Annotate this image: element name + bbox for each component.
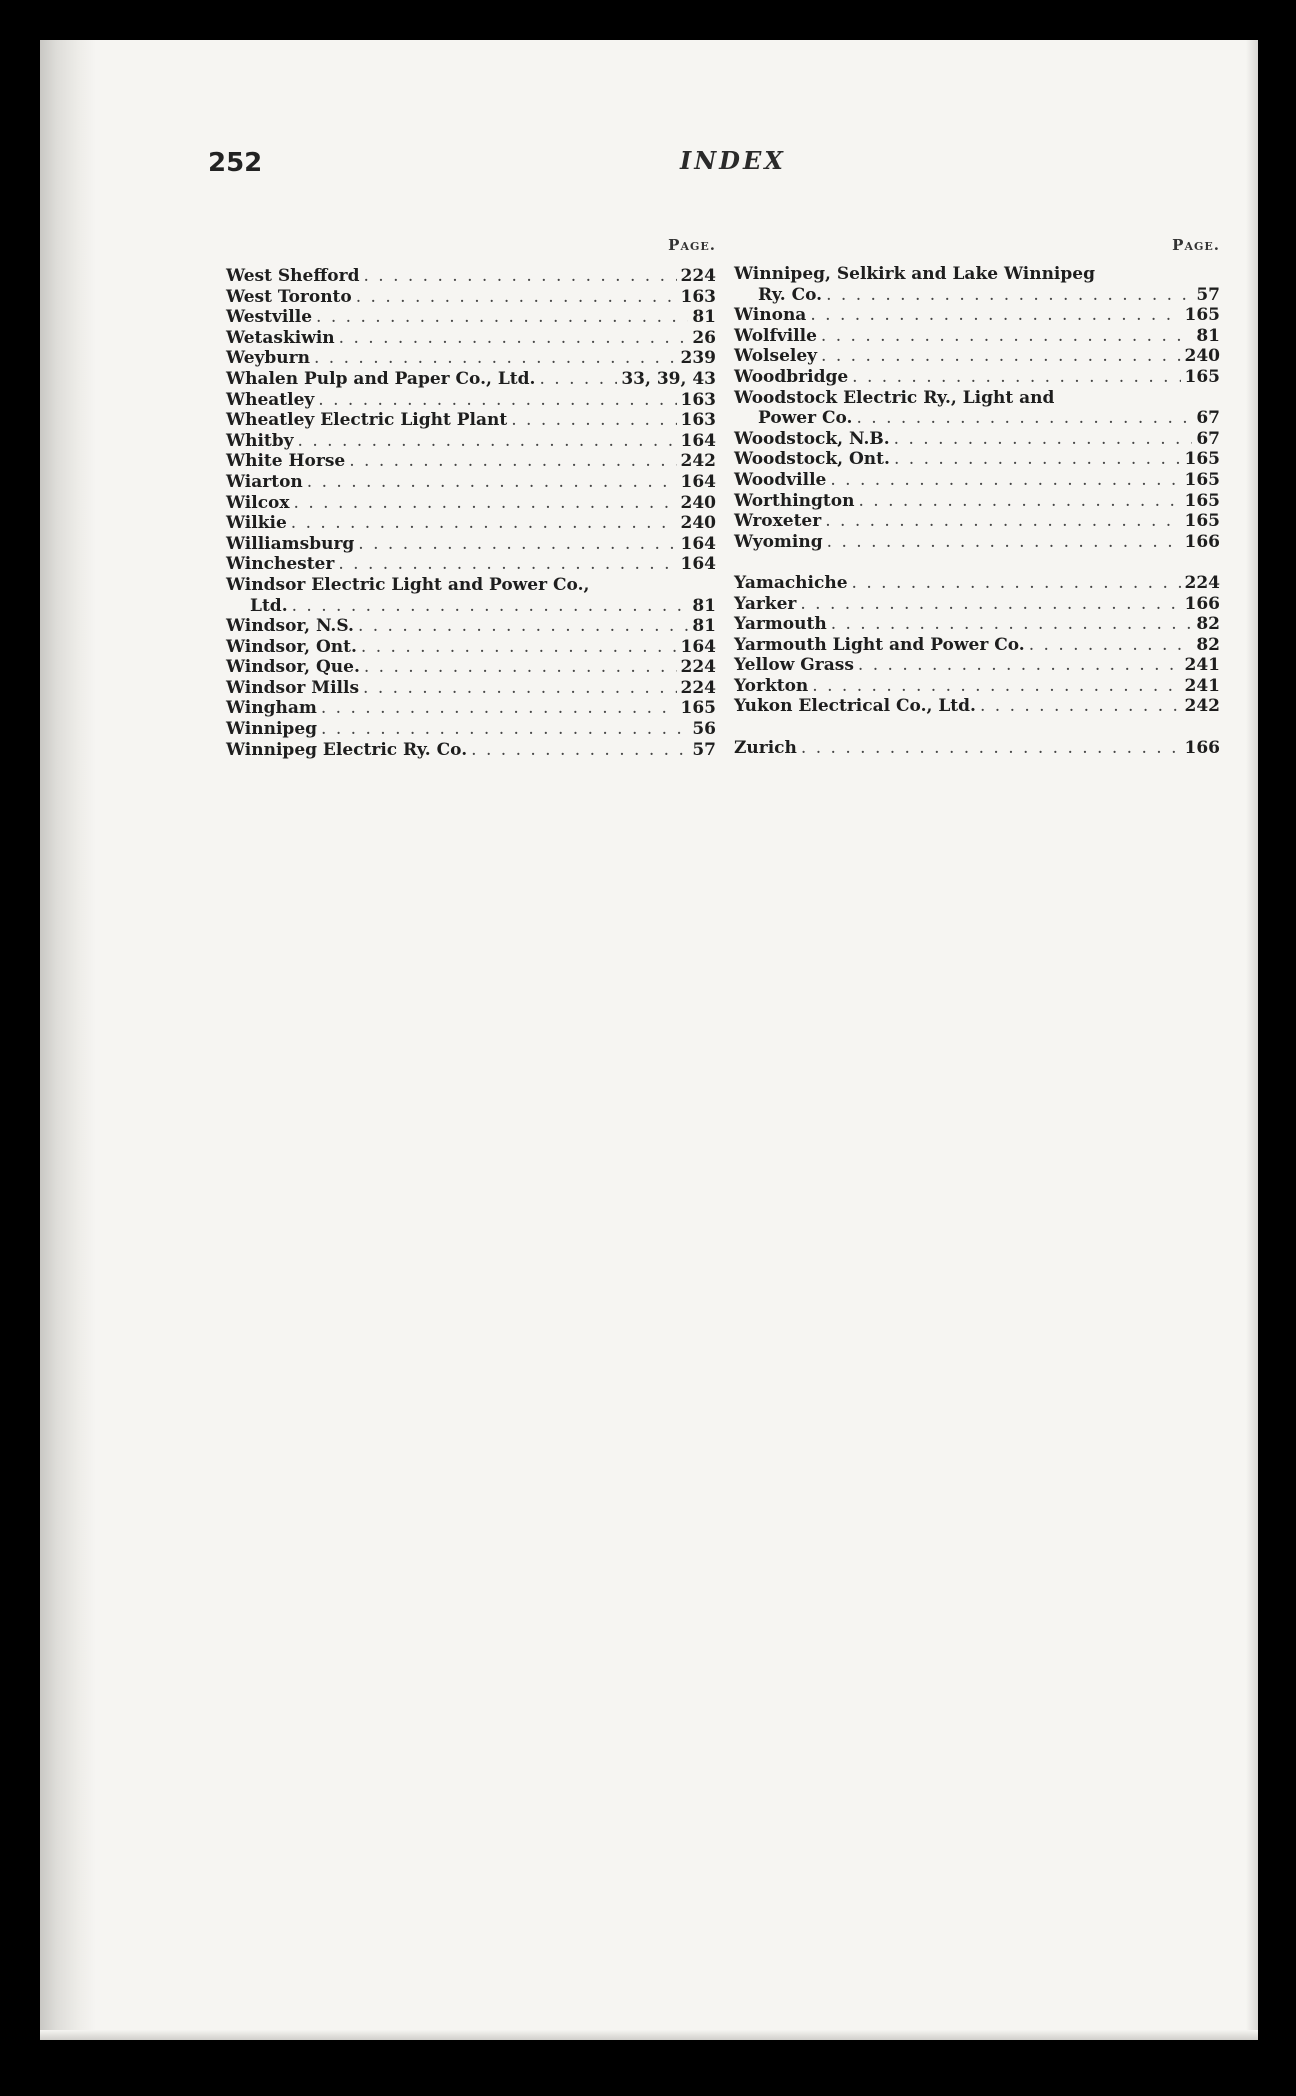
dot-leader [800,594,1180,615]
entry-page-number: 164 [680,636,716,657]
dot-leader [291,513,677,534]
entry-page-number: 241 [1184,655,1220,676]
dot-leader [826,285,1192,306]
entry-name: Yamachiche [734,572,848,593]
index-entry [734,655,1220,676]
dot-leader [821,326,1192,347]
index-entry [226,719,716,740]
dot-leader [321,698,677,719]
dot-leader [831,614,1193,635]
index-entry [734,388,1220,409]
entry-name: Windsor, Ont. [226,636,357,657]
entry-name: Windsor, Que. [226,657,360,678]
dot-leader [356,287,677,308]
dot-leader [856,408,1192,429]
entry-page-number: 57 [1196,284,1220,305]
entry-name: Windsor Electric Light and Power Co., [226,574,590,595]
index-entry [734,470,1220,491]
entry-page-number: 224 [1184,572,1220,593]
index-entry [226,328,716,349]
entry-page-number: 241 [1184,675,1220,696]
index-entry [734,326,1220,347]
index-column-left [226,234,716,760]
index-entry [734,305,1220,326]
entry-page-number: 163 [680,286,716,307]
entry-page-number: 224 [680,677,716,698]
entry-page-number: 82 [1196,634,1220,655]
entry-page-number: 165 [1184,469,1220,490]
entry-page-number: 166 [1184,593,1220,614]
dot-leader [361,637,677,658]
entry-name: Wyoming [734,531,823,552]
entry-page-number: 239 [680,348,716,369]
dot-leader [980,696,1181,717]
entry-page-number: 57 [692,739,716,760]
entry-page-number: 165 [1184,490,1220,511]
page-bottom-shadow [40,2030,1258,2040]
entry-name: Ltd. [250,595,288,616]
index-entry [226,451,716,472]
index-entry [226,616,716,637]
entry-name: Wingham [226,698,317,719]
dot-leader [858,491,1180,512]
dot-leader [314,348,677,369]
dot-leader [298,431,677,452]
entry-page-number: 166 [1184,737,1220,758]
entry-name: Winnipeg, Selkirk and Lake Winnipeg [734,264,1095,284]
index-entry [226,431,716,452]
entry-name: Whalen Pulp and Paper Co., Ltd. [226,368,536,389]
entry-name: Wilcox [226,492,290,513]
entry-name: Woodstock, N.B. [734,428,890,449]
entry-name: Woodbridge [734,366,849,387]
dot-leader [321,719,688,740]
dot-leader [1029,635,1193,656]
entry-name: Windsor, N.S. [226,616,354,637]
entry-page-number: 224 [680,266,716,286]
dot-leader [364,657,677,678]
entry-page-number: 26 [692,327,716,348]
index-entry [734,264,1220,285]
entry-page-number: 81 [1196,325,1220,346]
page-column-heading: Page. [668,236,716,254]
dot-leader [363,678,676,699]
dot-leader [852,573,1181,594]
index-entry [734,367,1220,388]
index-entry [226,534,716,555]
entry-name: Windsor Mills [226,677,360,698]
index-entry [226,657,716,678]
section-gap [734,552,1220,573]
entry-name: Wheatley [226,389,315,410]
entry-page-number: 242 [1184,696,1220,717]
entry-page-number: 240 [680,492,716,513]
index-entry [226,513,716,534]
entry-page-number: 164 [680,471,716,492]
index-entry [226,410,716,431]
index-entry [226,575,716,596]
index-entry [226,390,716,411]
index-entry [226,266,716,287]
dot-leader [825,511,1180,532]
index-entry [226,472,716,493]
dot-leader [830,470,1180,491]
index-entry [734,532,1220,553]
entry-name: West Toronto [226,286,352,307]
entry-name: Wolseley [734,346,818,367]
entry-page-number: 224 [680,657,716,678]
dot-leader [821,346,1180,367]
entry-page-number: 82 [1196,614,1220,635]
entry-page-number: 81 [692,595,716,616]
entry-name: Yarmouth Light and Power Co. [734,634,1025,655]
entry-name: Woodstock Electric Ry., Light and [734,387,1055,408]
entry-name: Woodstock, Ont. [734,449,890,470]
entry-name: Power Co. [758,408,853,429]
dot-leader [471,740,688,761]
entry-name: Williamsburg [226,533,355,554]
entry-page-number: 242 [680,451,716,472]
entry-name: Wolfville [734,325,817,346]
dot-leader [339,328,689,349]
entry-name: Yarmouth [734,614,827,635]
entry-page-number: 67 [1196,408,1220,429]
index-entry [734,285,1220,306]
entry-name: Yorkton [734,675,809,696]
index-entry [734,511,1220,532]
entry-page-number: 240 [680,513,716,534]
index-entry [226,348,716,369]
dot-leader [294,493,677,514]
entry-name: Wiarton [226,471,303,492]
entry-page-number: 33, 39, 43 [621,368,716,389]
dot-leader [358,534,676,555]
index-entry [734,614,1220,635]
entry-page-number: 67 [1196,428,1220,449]
index-entry [734,676,1220,697]
entry-page-number: 81 [692,307,716,328]
index-entry [734,696,1220,717]
dot-leader [292,596,689,617]
entry-name: Westville [226,307,313,328]
index-entry [734,738,1220,759]
index-entry [226,369,716,390]
entry-page-number: 165 [680,698,716,719]
dot-leader [801,738,1181,759]
running-head: INDEX [680,146,786,175]
entry-name: Worthington [734,490,855,511]
entry-name: Yarker [734,593,797,614]
dot-leader [511,410,676,431]
dot-leader [307,472,677,493]
entry-name: Ry. Co. [758,284,823,305]
dot-leader [539,369,617,390]
dot-leader [810,305,1180,326]
entry-page-number: 81 [692,616,716,637]
entry-page-number: 165 [1184,366,1220,387]
index-entry [734,635,1220,656]
entry-name: Wilkie [226,513,287,534]
entry-page-number: 164 [680,430,716,451]
entry-page-number: 163 [680,410,716,431]
entry-page-number: 165 [1184,511,1220,532]
index-entry [226,596,716,617]
index-entry [226,493,716,514]
index-list-left [226,266,716,760]
index-entry [734,346,1220,367]
dot-leader [318,390,676,411]
entry-page-number: 240 [1184,346,1220,367]
index-entry [734,573,1220,594]
index-entry [734,449,1220,470]
dot-leader [358,616,688,637]
page-column-heading: Page. [1172,236,1220,254]
index-entry [226,678,716,699]
dot-leader [812,676,1180,697]
index-entry [734,594,1220,615]
index-entry [226,740,716,761]
entry-page-number: 164 [680,533,716,554]
entry-name: Wroxeter [734,511,822,532]
entry-page-number: 166 [1184,531,1220,552]
index-entry [734,491,1220,512]
index-entry [226,698,716,719]
index-entry [226,554,716,575]
index-entry [734,429,1220,450]
scanned-page [40,40,1258,2040]
entry-name: White Horse [226,451,346,472]
entry-name: Winona [734,305,807,326]
dot-leader [858,655,1181,676]
entry-page-number: 56 [692,719,716,740]
section-gap [734,717,1220,738]
page-edge [40,40,96,2040]
entry-page-number: 164 [680,554,716,575]
entry-page-number: 163 [680,389,716,410]
entry-name: Winchester [226,554,335,575]
entry-page-number: 165 [1184,305,1220,326]
entry-name: Winnipeg [226,719,318,740]
index-entry [226,307,716,328]
entry-page-number: 165 [1184,449,1220,470]
dot-leader [894,429,1193,450]
entry-name: West Shefford [226,266,360,286]
index-entry [734,408,1220,429]
entry-name: Wheatley Electric Light Plant [226,410,508,431]
dot-leader [338,554,676,575]
dot-leader [894,449,1181,470]
index-entry [226,637,716,658]
entry-name: Zurich [734,737,797,758]
entry-name: Whitby [226,430,294,451]
entry-name: Yukon Electrical Co., Ltd. [734,696,976,717]
entry-name: Woodville [734,469,827,490]
dot-leader [349,451,676,472]
entry-name: Wetaskiwin [226,327,335,348]
dot-leader [363,266,676,287]
index-list-right [734,264,1220,758]
index-entry [226,287,716,308]
page-right-shadow [1246,40,1258,2040]
dot-leader [316,307,688,328]
entry-name: Weyburn [226,348,310,369]
dot-leader [827,532,1181,553]
dot-leader [852,367,1180,388]
entry-name: Winnipeg Electric Ry. Co. [226,739,468,760]
entry-name: Yellow Grass [734,655,854,676]
page-number: 252 [208,148,263,178]
index-column-right [734,234,1220,758]
